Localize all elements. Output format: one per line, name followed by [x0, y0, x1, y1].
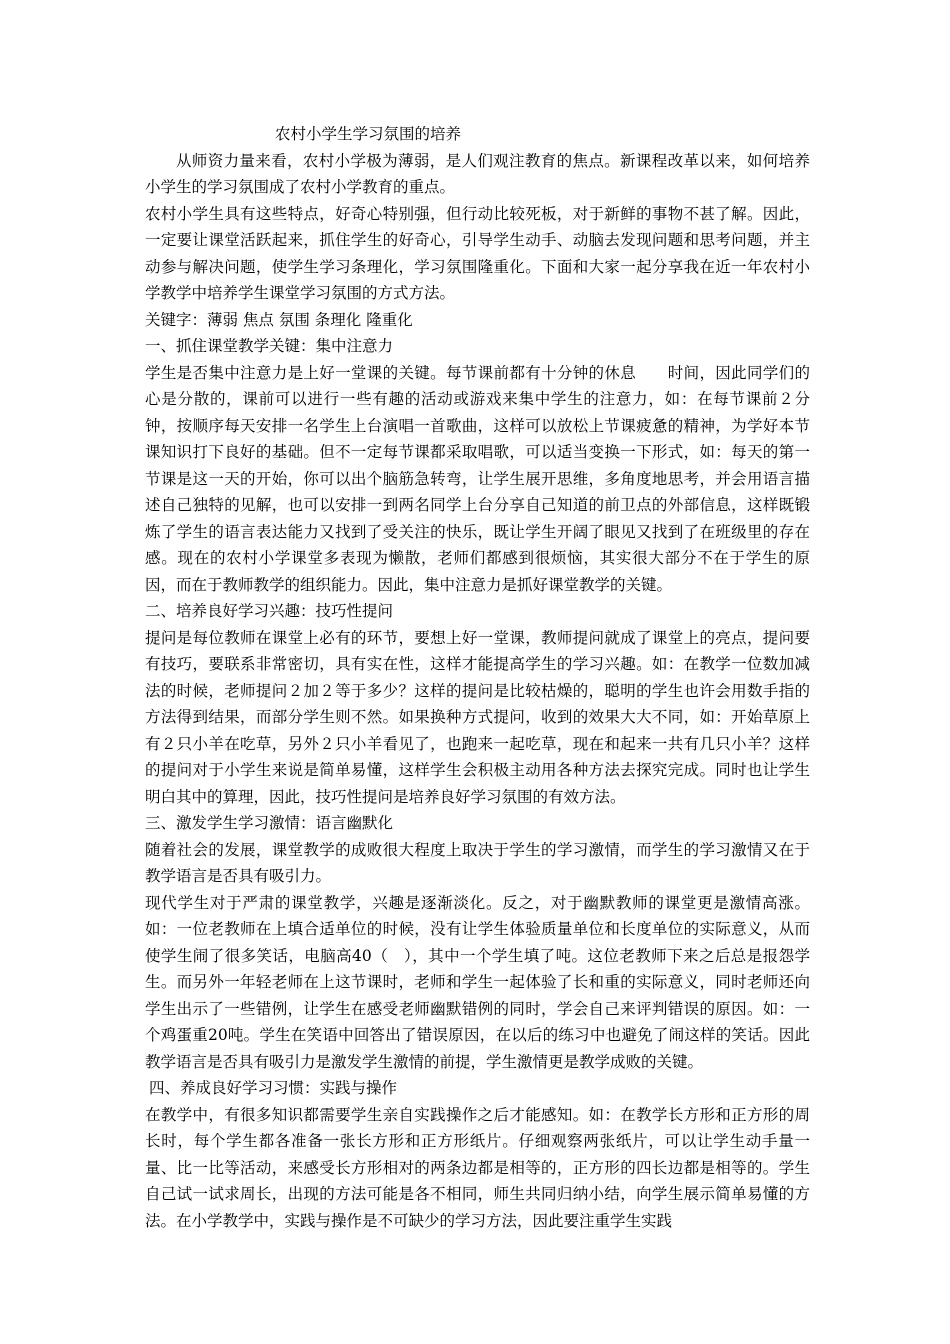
body-paragraph: 提问是每位教师在课堂上必有的环节，要想上好一堂课，教师提问就成了课堂上的亮点，提问要有技巧，要联系非常密切，具有实在性，这样才能提高学生的学习兴趣。如：在教学一位数加减法的时候，老师提问２加２等于多少？这样的提问是比较枯燥的，聪明的学生也许会用数手指的方法得到结果，而部分学生则不然。如果换种方式提问，收到的效果大大不同，如：开始草原上有２只小羊在吃草，另外２只小羊看见了，也跑来一起吃草，现在和起来一共有几只小羊？这样的提问对于小学生来说是简单易懂，这样学生会积极主动用各种方法去探究完成。同时也让学生明白其中的算理，因此，技巧性提问是培养良好学习氛围的有效方法。 — [145, 628, 810, 806]
keywords-line: 关键字：薄弱 焦点 氛围 条理化 隆重化 — [145, 310, 413, 329]
body-paragraph: 随着社会的发展，课堂教学的成败很大程度上取决于学生的学习激情，而学生的学习激情又在于教学语言是否具有吸引力。 — [145, 840, 810, 885]
intro-paragraph: 从师资力量来看，农村小学极为薄弱，是人们观注教育的焦点。新课程改革以来，如何培养小学生的学习氛围成了农村小学教育的重点。 — [145, 151, 810, 196]
document-body — [145, 121, 810, 1234]
section-heading-1: 一、抓住课堂教学关键：集中注意力 — [145, 337, 394, 355]
document-title: 农村小学生学习氛围的培养 — [275, 125, 462, 143]
section-heading-4: 四、养成良好学习习惯：实践与操作 — [149, 1079, 398, 1097]
section-heading-2: 二、培养良好学习兴趣：技巧性提问 — [145, 602, 394, 620]
body-paragraph: 现代学生对于严肃的课堂教学，兴趣是逐渐淡化。反之，对于幽默教师的课堂更是激情高涨。如：一位老教师在上填合适单位的时候，没有让学生体验质量单位和长度单位的实际意义，从而使学生闹了很多笑话，电脑高40（ ），其中一个学生填了吨。这位老教师下来之后总是报怨学生。而另外一年轻老师在上这节课时，老师和学生一起体验了长和重的实际意义，同时老师还向学生出示了一些错例，让学生在感受老师幽默错例的同时，学会自己来评判错误的原因。如：一个鸡蛋重20吨。学生在笑语中回答出了错误原因，在以后的练习中也避免了闹这样的笑话。因此教学语言是否具有吸引力是激发学生激情的前提，学生激情更是教学成败的关键。 — [145, 893, 810, 1071]
body-paragraph: 学生是否集中注意力是上好一堂课的关键。每节课前都有十分钟的休息 时间，因此同学们的心是分散的，课前可以进行一些有趣的活动或游戏来集中学生的注意力，如：在每节课前２分钟，按顺序每天安排一名学生上台演唱一首歌曲，这样可以放松上节课疲惫的精神，为学好本节课知识打下良好的基础。但不一定每节课都采取唱歌，可以适当变换一下形式，如：每天的第一节课是这一天的开始，你可以出个脑筋急转弯，让学生展开思维，多角度地思考，并会用语言描述自己独特的见解，也可以安排一到两名同学上台分享自己知道的前卫点的外部信息，这样既锻炼了学生的语言表达能力又找到了受关注的快乐，既让学生开阔了眼见又找到了在班级里的存在感。现在的农村小学课堂多表现为懒散，老师们都感到很烦恼，其实很大部分不在于学生的原因，而在于教师教学的组织能力。因此，集中注意力是抓好课堂教学的关键。 — [145, 363, 810, 594]
body-paragraph: 在教学中，有很多知识都需要学生亲自实践操作之后才能感知。如：在教学长方形和正方形的周长时，每个学生都各准备一张长方形和正方形纸片。仔细观察两张纸片，可以让学生动手量一量、比一比等活动，来感受长方形相对的两条边都是相等的，正方形的四长边都是相等的。学生自己试一试求周长，出现的方法可能是各不相同，师生共同归纳小结，向学生展示简单易懂的方法。在小学教学中，实践与操作是不可缺少的学习方法，因此要注重学生实践 — [145, 1105, 810, 1230]
body-paragraph: 农村小学生具有这些特点，好奇心特别强，但行动比较死板，对于新鲜的事物不甚了解。因此，一定要让课堂活跃起来，抓住学生的好奇心，引导学生动手、动脑去发现问题和思考问题，并主动参与解决问题，使学生学习条理化，学习氛围隆重化。下面和大家一起分享我在近一年农村小学教学中培养学生课堂学习氛围的方式方法。 — [145, 204, 810, 302]
section-heading-3: 三、激发学生学习激情：语言幽默化 — [145, 814, 394, 832]
